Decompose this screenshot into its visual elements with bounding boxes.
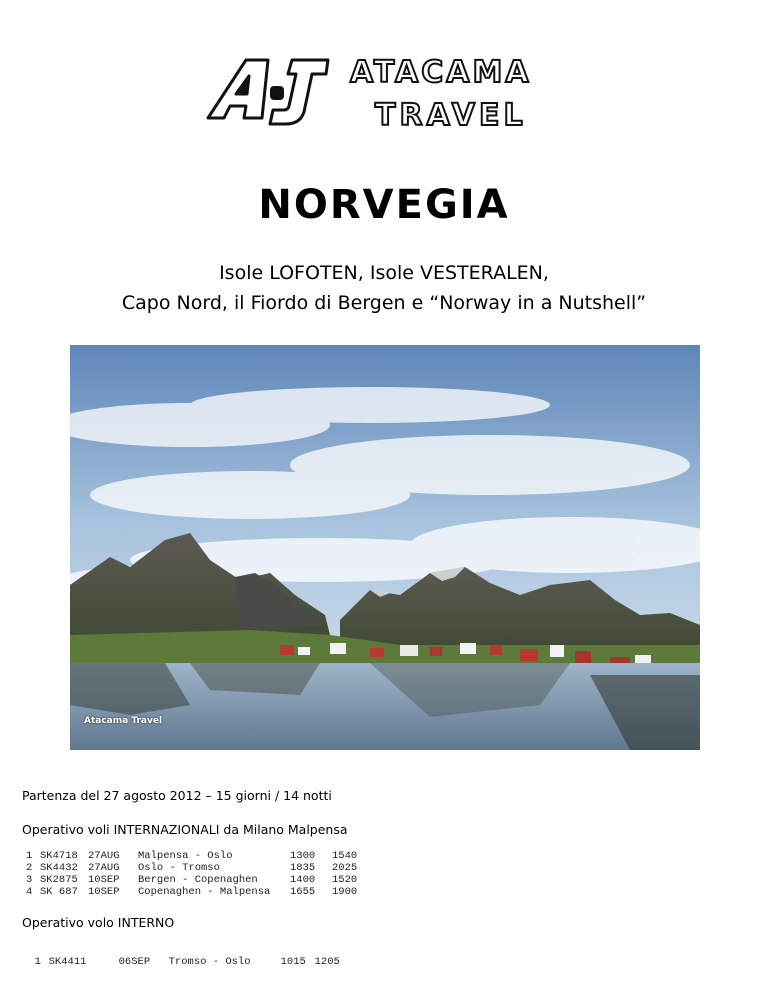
- flight-departure-cell: 1015: [280, 956, 306, 968]
- subtitle-line2: Capo Nord, il Fiordo di Bergen e “Norway in a Nutshell”: [121, 292, 647, 314]
- flight-code-cell: SK4718: [40, 850, 78, 862]
- flight-date-cell: 06SEP: [118, 956, 151, 968]
- flight-number-cell: 1: [26, 850, 33, 862]
- domestic-flight-heading: Operativo volo INTERNO: [22, 915, 175, 930]
- flight-code-cell: SK2875: [40, 874, 78, 886]
- flight-departure-cell: 1835: [290, 862, 316, 874]
- flight-date-cell: 10SEP: [88, 874, 120, 886]
- flight-arrival-cell: 1900: [332, 886, 358, 898]
- flight-date-cell: 27AUG: [88, 862, 120, 874]
- lofoten-landscape-photo: [70, 345, 700, 750]
- flight-departure-cell: 1655: [290, 886, 316, 898]
- flight-arrival-cell: 1540: [332, 850, 358, 862]
- flight-route-cell: Oslo - Tromso: [138, 862, 220, 874]
- flight-route-cell: Copenaghen - Malpensa: [138, 886, 271, 898]
- flight-departure-cell: 1300: [290, 850, 316, 862]
- international-flights-heading: Operativo voli INTERNAZIONALI da Milano Malpensa: [22, 822, 348, 837]
- logo-line2: TRAVEL: [375, 98, 527, 132]
- flight-number-cell: 1: [34, 956, 41, 968]
- flight-arrival-cell: 2025: [332, 862, 358, 874]
- flight-code-cell: SK4411: [48, 956, 87, 968]
- table-row: [26, 874, 372, 886]
- flight-code-cell: SK 687: [40, 886, 78, 898]
- photo-watermark: Atacama Travel: [84, 716, 163, 726]
- page-title: NORVEGIA: [258, 182, 510, 228]
- flight-arrival-cell: 1205: [314, 956, 340, 968]
- flight-route-cell: Malpensa - Oslo: [138, 850, 233, 862]
- flight-number-cell: 2: [26, 862, 33, 874]
- logo-line1: ATACAMA: [350, 55, 532, 90]
- flight-date-cell: 27AUG: [88, 850, 120, 862]
- table-row: [26, 886, 372, 898]
- flight-departure-cell: 1400: [290, 874, 316, 886]
- table-row: [26, 850, 372, 862]
- departure-info: Partenza del 27 agosto 2012 – 15 giorni / 14 notti: [22, 788, 332, 803]
- flight-arrival-cell: 1520: [332, 874, 358, 886]
- flight-date-cell: 10SEP: [88, 886, 120, 898]
- subtitle: [0, 258, 768, 318]
- subtitle-line1: Isole LOFOTEN, Isole VESTERALEN,: [219, 262, 549, 284]
- table-row: [26, 862, 372, 874]
- atacama-travel-logo: [200, 50, 570, 132]
- flight-route-cell: Tromso - Oslo: [168, 956, 251, 968]
- flight-number-cell: 3: [26, 874, 33, 886]
- flight-number-cell: 4: [26, 886, 33, 898]
- flight-route-cell: Bergen - Copenaghen: [138, 874, 258, 886]
- international-flights-table: [26, 850, 372, 898]
- flight-code-cell: SK4432: [40, 862, 78, 874]
- domestic-flight-row: [22, 944, 349, 968]
